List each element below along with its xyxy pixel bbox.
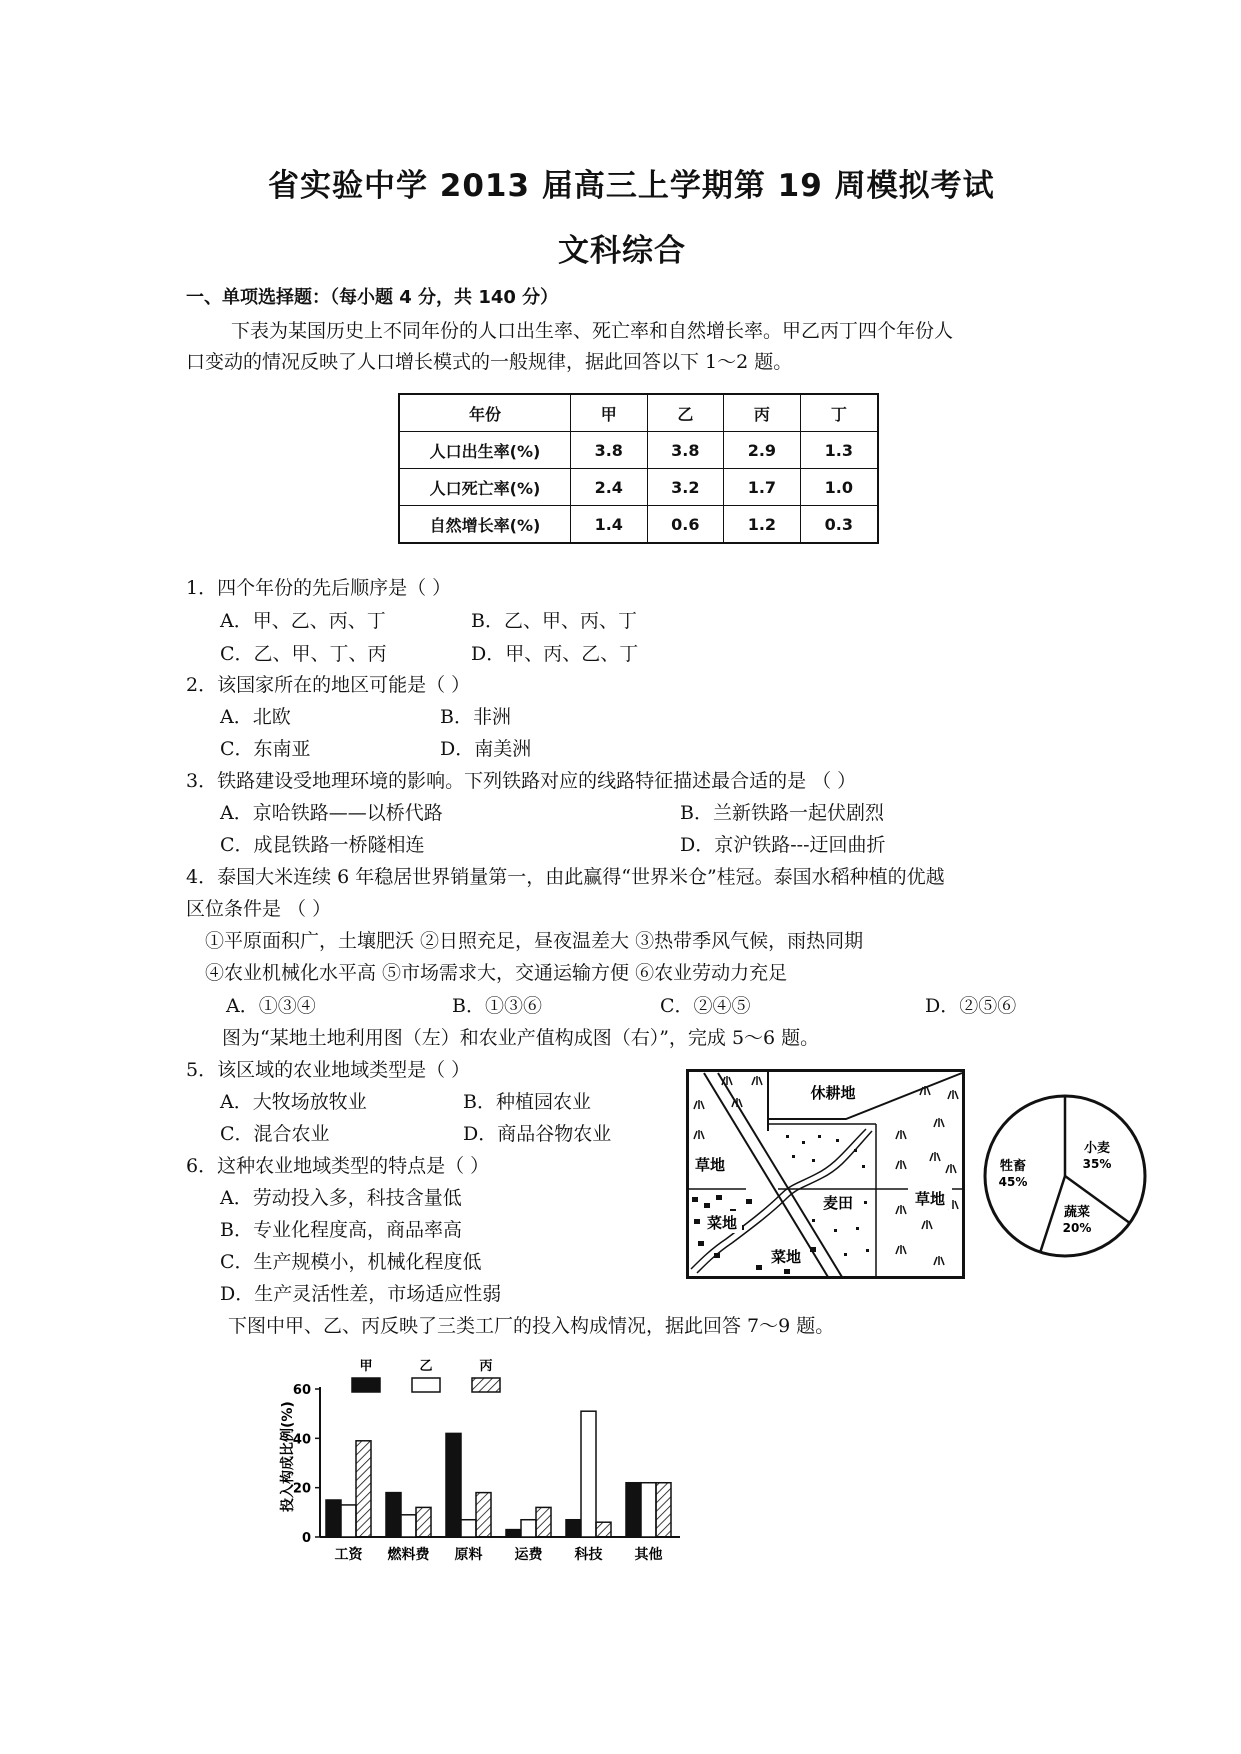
- map-label-grass-right: 草地: [914, 1190, 946, 1208]
- q4-option-d: D．②⑤⑥: [925, 995, 1017, 1017]
- intro-line-2: 口变动的情况反映了人口增长模式的一般规律，据此回答以下 1～2 题。: [186, 351, 793, 373]
- bar-乙-原料: [461, 1520, 476, 1537]
- table-cell: 自然增长率(%): [399, 506, 571, 544]
- land-use-map: [686, 1069, 966, 1281]
- q2-option-c: C．东南亚: [220, 738, 311, 760]
- bar-甲-燃料费: [386, 1493, 401, 1537]
- table-header-cell: 乙: [647, 394, 724, 432]
- table-cell: 3.2: [647, 469, 724, 506]
- x-tick-label: 科技: [574, 1547, 603, 1563]
- x-tick-label: 其他: [634, 1547, 663, 1563]
- table-cell: 人口出生率(%): [399, 432, 571, 469]
- table-cell: 3.8: [647, 432, 724, 469]
- table-cell: 1.0: [800, 469, 878, 506]
- table-cell: 0.3: [800, 506, 878, 544]
- bar-丙-原料: [476, 1493, 491, 1537]
- y-tick-label: 0: [301, 1531, 311, 1546]
- agri-output-pie: [975, 1086, 1155, 1266]
- q5-option-a: A．大牧场放牧业: [220, 1091, 367, 1113]
- legend-label: 甲: [359, 1359, 373, 1374]
- bar-甲-原料: [446, 1433, 461, 1537]
- q5-stem: 5．该区域的农业地域类型是（ ）: [186, 1059, 471, 1081]
- map-label-vegetable-left: 菜地: [706, 1214, 738, 1232]
- q2-option-b: B．非洲: [440, 706, 511, 728]
- q1-option-b: B．乙、甲、丙、丁: [471, 610, 637, 632]
- q4-conditions-line-2: ④农业机械化水平高 ⑤市场需求大，交通运输方便 ⑥农业劳动力充足: [205, 962, 788, 984]
- q2-stem: 2．该国家所在的地区可能是（ ）: [186, 674, 471, 696]
- q7-9-intro: 下图中甲、乙、丙反映了三类工厂的投入构成情况，据此回答 7～9 题。: [228, 1315, 835, 1337]
- q6-stem: 6．这种农业地域类型的特点是（ ）: [186, 1155, 490, 1177]
- q4-stem-line-2: 区位条件是 （ ）: [186, 898, 332, 920]
- bar-甲-运费: [506, 1530, 521, 1537]
- table-cell: 0.6: [647, 506, 724, 544]
- legend-swatch: [472, 1378, 500, 1392]
- map-label-wheat: 麦田: [822, 1194, 854, 1212]
- bar-丙-燃料费: [416, 1507, 431, 1537]
- pie-slice-boundary: [1040, 1176, 1065, 1252]
- q1-option-c: C．乙、甲、丁、丙: [220, 643, 387, 665]
- intro-line-1: 下表为某国历史上不同年份的人口出生率、死亡率和自然增长率。甲乙丙丁四个年份人: [231, 320, 954, 342]
- x-tick-label: 运费: [514, 1547, 543, 1563]
- legend-label: 丙: [479, 1359, 493, 1374]
- map-label-vegetable-bottom: 菜地: [770, 1248, 802, 1266]
- bar-乙-科技: [581, 1411, 596, 1537]
- section-heading: 一、单项选择题：（每小题 4 分，共 140 分）: [186, 287, 559, 308]
- population-table: [398, 393, 879, 544]
- q5-6-intro: 图为“某地土地利用图（左）和农业产值构成图（右）”，完成 5～6 题。: [222, 1027, 820, 1049]
- q3-option-a: A．京哈铁路——以桥代路: [220, 802, 443, 824]
- pie-label-livestock: 牲畜: [999, 1159, 1027, 1174]
- y-tick-label: 20: [292, 1481, 311, 1497]
- bar-丙-工资: [356, 1441, 371, 1537]
- table-header-row: [399, 394, 878, 432]
- investment-bar-chart: [272, 1352, 692, 1572]
- q1-option-a: A．甲、乙、丙、丁: [220, 610, 386, 632]
- q5-option-b: B．种植园农业: [463, 1091, 591, 1113]
- y-axis-label: 投入构成比例(%): [280, 1401, 296, 1512]
- bar-甲-工资: [326, 1500, 341, 1537]
- y-tick-label: 60: [292, 1383, 311, 1398]
- q5-option-d: D．商品谷物农业: [463, 1123, 612, 1145]
- q3-option-c: C．成昆铁路一桥隧相连: [220, 834, 425, 856]
- q4-stem-line-1: 4．泰国大米连续 6 年稳居世界销量第一，由此赢得“世界米仓”桂冠。泰国水稻种植的优越: [186, 866, 945, 888]
- q2-option-d: D．南美洲: [440, 738, 532, 760]
- table-row: [399, 432, 878, 469]
- bar-乙-工资: [341, 1505, 356, 1537]
- bar-乙-燃料费: [401, 1515, 416, 1537]
- q4-conditions-line-1: ①平原面积广，土壤肥沃 ②日照充足，昼夜温差大 ③热带季风气候，雨热同期: [205, 930, 864, 952]
- q6-option-b: B．专业化程度高，商品率高: [220, 1219, 462, 1241]
- q3-stem: 3．铁路建设受地理环境的影响。下列铁路对应的线路特征描述最合适的是 （ ）: [186, 770, 857, 792]
- q1-option-d: D．甲、丙、乙、丁: [471, 643, 639, 665]
- table-row: [399, 469, 878, 506]
- q6-option-a: A．劳动投入多，科技含量低: [220, 1187, 462, 1209]
- table-cell: 1.3: [800, 432, 878, 469]
- q6-option-d: D．生产灵活性差，市场适应性弱: [220, 1283, 502, 1305]
- bar-甲-科技: [566, 1520, 581, 1537]
- table-cell: 1.2: [724, 506, 801, 544]
- q4-option-c: C．②④⑤: [660, 995, 751, 1017]
- table-row: [399, 506, 878, 544]
- legend-swatch: [412, 1378, 440, 1392]
- bar-丙-运费: [536, 1507, 551, 1537]
- table-cell: 2.4: [571, 469, 648, 506]
- y-tick-label: 40: [292, 1432, 311, 1448]
- bar-丙-科技: [596, 1522, 611, 1537]
- table-cell: 1.4: [571, 506, 648, 544]
- table-cell: 1.7: [724, 469, 801, 506]
- q2-option-a: A．北欧: [220, 706, 291, 728]
- q3-option-b: B．兰新铁路一起伏剧烈: [680, 802, 884, 824]
- map-label-fallow: 休耕地: [810, 1084, 856, 1102]
- x-tick-label: 原料: [454, 1547, 483, 1563]
- exam-subtitle: 文科综合: [558, 233, 686, 269]
- bar-乙-其他: [641, 1483, 656, 1537]
- q5-option-c: C．混合农业: [220, 1123, 330, 1145]
- pie-label-vegetables: 蔬菜: [1063, 1205, 1091, 1220]
- bar-丙-其他: [656, 1483, 671, 1537]
- grass-symbols: [694, 1076, 958, 1265]
- q6-option-c: C．生产规模小，机械化程度低: [220, 1251, 482, 1273]
- table-header-cell: 丙: [724, 394, 801, 432]
- legend-swatch: [352, 1378, 380, 1392]
- table-header-cell: 丁: [800, 394, 878, 432]
- bar-乙-运费: [521, 1520, 536, 1537]
- pie-pct-vegetables: 20%: [1062, 1221, 1092, 1235]
- x-tick-label: 燃料费: [387, 1547, 430, 1563]
- legend-label: 乙: [419, 1359, 433, 1374]
- q1-stem: 1．四个年份的先后顺序是（ ）: [186, 577, 452, 599]
- table-cell: 3.8: [571, 432, 648, 469]
- x-tick-label: 工资: [334, 1547, 363, 1563]
- pie-pct-wheat: 35%: [1082, 1157, 1112, 1171]
- q4-option-a: A．①③④: [226, 995, 316, 1017]
- q4-option-b: B．①③⑥: [452, 995, 542, 1017]
- bar-甲-其他: [626, 1483, 641, 1537]
- table-header-cell: 甲: [571, 394, 648, 432]
- q3-option-d: D．京沪铁路---迂回曲折: [680, 834, 886, 856]
- table-header-cell: 年份: [399, 394, 571, 432]
- exam-title: 省实验中学 2013 届高三上学期第 19 周模拟考试: [268, 168, 995, 204]
- table-cell: 人口死亡率(%): [399, 469, 571, 506]
- table-cell: 2.9: [724, 432, 801, 469]
- pie-pct-livestock: 45%: [998, 1175, 1028, 1189]
- map-label-grass-left: 草地: [694, 1156, 726, 1174]
- pie-label-wheat: 小麦: [1083, 1141, 1111, 1156]
